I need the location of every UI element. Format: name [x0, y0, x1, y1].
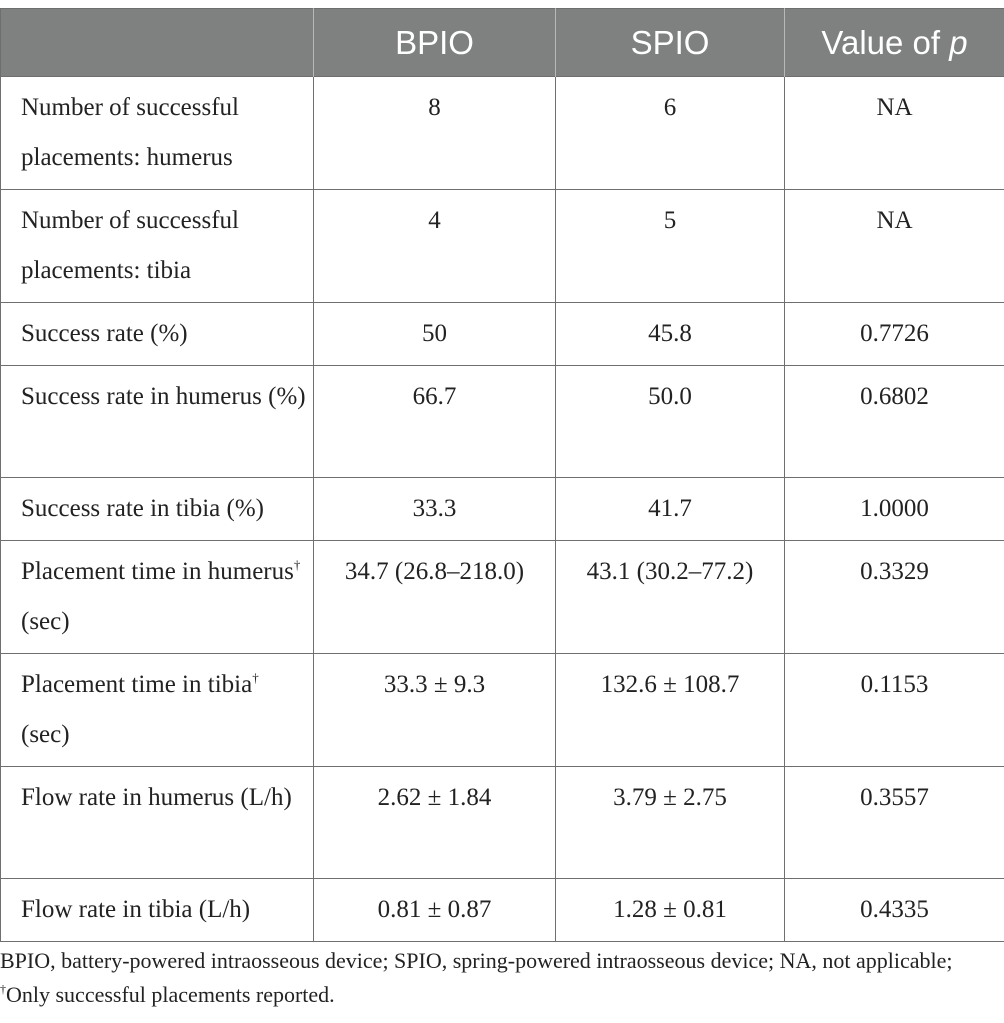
- row-label-text: Success rate (%): [21, 320, 188, 347]
- table-row: [1, 767, 1004, 879]
- p-value-cell: 0.6802: [785, 366, 1004, 478]
- table-row: [1, 303, 1004, 366]
- spio-cell: 5: [556, 190, 785, 303]
- header-p-prefix: Value of: [821, 23, 950, 61]
- table-footnote: [0, 944, 1004, 1012]
- row-label: [1, 190, 314, 303]
- p-value-cell: 1.0000: [785, 478, 1004, 541]
- footnote-dagger-text: Only successful placements reported.: [6, 982, 335, 1007]
- header-p-symbol: p: [949, 23, 968, 61]
- bpio-cell: 34.7 (26.8–218.0): [314, 541, 556, 654]
- spio-cell: 1.28 ± 0.81: [556, 879, 785, 942]
- row-label-suffix: (sec): [21, 608, 70, 635]
- table-row: [1, 654, 1004, 767]
- dagger-mark: †: [293, 557, 301, 572]
- p-value-cell: 0.3329: [785, 541, 1004, 654]
- table-row: [1, 478, 1004, 541]
- table-row: [1, 541, 1004, 654]
- bpio-cell: 33.3: [314, 478, 556, 541]
- row-label: [1, 654, 314, 767]
- row-label: [1, 303, 314, 366]
- row-label: [1, 366, 314, 478]
- row-label: [1, 478, 314, 541]
- dagger-mark: †: [252, 670, 259, 685]
- footnote-dagger: †: [0, 982, 6, 996]
- spio-cell: 43.1 (30.2–77.2): [556, 541, 785, 654]
- header-spio: SPIO: [556, 9, 785, 77]
- bpio-cell: 33.3 ± 9.3: [314, 654, 556, 767]
- spio-cell: 3.79 ± 2.75: [556, 767, 785, 879]
- bpio-cell: 66.7: [314, 366, 556, 478]
- p-value-cell: NA: [785, 190, 1004, 303]
- row-label: [1, 767, 314, 879]
- p-value-cell: 0.3557: [785, 767, 1004, 879]
- row-label-text: Success rate in tibia (%): [21, 495, 264, 522]
- header-p-value: [785, 9, 1004, 77]
- results-table: [0, 8, 1004, 942]
- header-row: [1, 9, 1004, 77]
- row-label-text: Placement time in tibia: [21, 671, 253, 698]
- p-value-cell: 0.1153: [785, 654, 1004, 767]
- row-label-text: Success rate in humerus (%): [21, 383, 306, 410]
- row-label-text: Number of successful placements: tibia: [21, 207, 239, 284]
- spio-cell: 50.0: [556, 366, 785, 478]
- bpio-cell: 0.81 ± 0.87: [314, 879, 556, 942]
- header-blank-cell: [1, 9, 314, 77]
- row-label-text: Flow rate in humerus (L/h): [21, 784, 292, 811]
- table-row: [1, 190, 1004, 303]
- row-label-text: Number of successful placements: humerus: [21, 94, 239, 171]
- bpio-cell: 2.62 ± 1.84: [314, 767, 556, 879]
- row-label-text: Placement time in humerus: [21, 558, 294, 585]
- row-label-suffix: (sec): [21, 721, 70, 748]
- spio-cell: 6: [556, 77, 785, 190]
- p-value-cell: 0.4335: [785, 879, 1004, 942]
- table-row: [1, 366, 1004, 478]
- p-value-cell: 0.7726: [785, 303, 1004, 366]
- header-bpio: BPIO: [314, 9, 556, 77]
- bpio-cell: 50: [314, 303, 556, 366]
- p-value-cell: NA: [785, 77, 1004, 190]
- table-row: [1, 879, 1004, 942]
- spio-cell: 45.8: [556, 303, 785, 366]
- bpio-cell: 8: [314, 77, 556, 190]
- row-label: [1, 77, 314, 190]
- row-label: [1, 879, 314, 942]
- table-row: [1, 77, 1004, 190]
- row-label: [1, 541, 314, 654]
- footnote-text: BPIO, battery-powered intraosseous device; SPIO, spring-powered intraosseous device; NA, not applicable;: [0, 948, 953, 973]
- spio-cell: 41.7: [556, 478, 785, 541]
- bpio-cell: 4: [314, 190, 556, 303]
- spio-cell: 132.6 ± 108.7: [556, 654, 785, 767]
- row-label-text: Flow rate in tibia (L/h): [21, 896, 251, 923]
